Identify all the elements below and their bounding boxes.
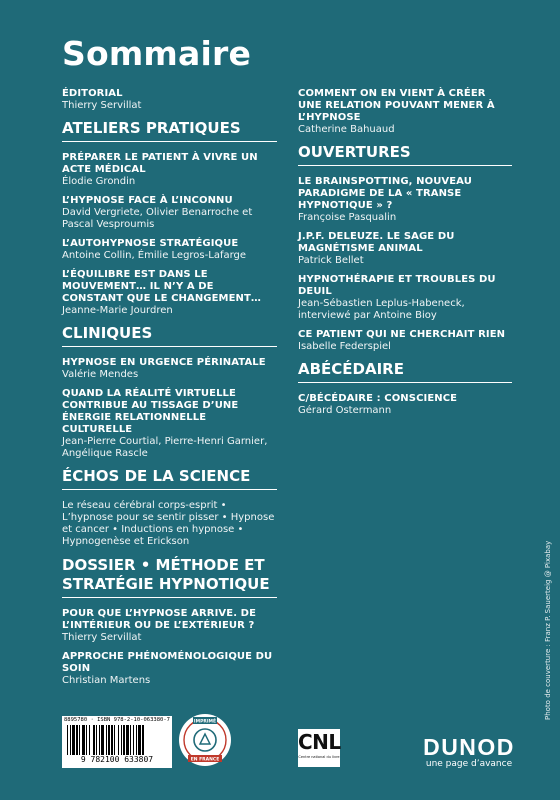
barcode-bar <box>67 725 68 755</box>
editorial-entry <box>62 88 277 112</box>
barcode-bar <box>138 725 141 755</box>
article-author: Valérie Mendes <box>62 369 139 380</box>
barcode-bar <box>111 725 113 755</box>
section-heading-ateliers: ATELIERS PRATIQUES <box>62 119 277 142</box>
article-title: HYPNOTHÉRAPIE ET TROUBLES DU DEUIL <box>298 274 496 297</box>
barcode-bar <box>70 725 71 755</box>
section-heading-dossier: DOSSIER • MÉTHODE ET STRATÉGIE HYPNOTIQUE <box>62 556 277 598</box>
article-author: Thierry Servillat <box>62 632 142 643</box>
echos-text: Le réseau cérébral corps-esprit • L’hypnose pour se sentir pisser • Hypnose et cancer • Inductions en hypnose • Hypnogenèse et Erickson <box>62 500 275 547</box>
article-author: Jeanne-Marie Jourdren <box>62 305 173 316</box>
article-title: L’AUTOHYPNOSE STRATÉGIQUE <box>62 238 239 249</box>
isbn-label: 8895780 · ISBN 978-2-10-063380-7 <box>64 717 170 723</box>
article-entry <box>62 357 277 381</box>
barcode-bar <box>89 725 90 755</box>
article-author: David Vergriete, Olivier Benarroche et Pascal Vesproumis <box>62 207 253 230</box>
cnl-logo <box>298 729 340 767</box>
cnl-logo-subtext: Centre national du livre <box>298 755 340 759</box>
barcode-bar <box>108 725 110 755</box>
article-entry <box>298 231 512 267</box>
dunod-brand: DUNOD <box>423 734 515 760</box>
article-author: Antoine Collin, Émilie Legros-Lafarge <box>62 250 247 261</box>
stamp-bottom-text: EN FRANCE <box>190 757 220 763</box>
barcode-bar <box>118 725 119 755</box>
right-column <box>298 88 512 424</box>
article-author: Françoise Pasqualin <box>298 212 397 223</box>
editorial-title: ÉDITORIAL <box>62 88 123 99</box>
article-entry <box>62 269 277 317</box>
dunod-logo <box>420 735 518 770</box>
section-heading-cliniques: CLINIQUES <box>62 324 277 347</box>
section-heading-ouvertures: OUVERTURES <box>298 143 512 166</box>
article-title: J.P.F. DELEUZE. LE SAGE DU MAGNÉTISME ANIMAL <box>298 231 455 254</box>
barcode-bar <box>114 725 115 755</box>
article-entry <box>298 329 512 353</box>
article-title: HYPNOSE EN URGENCE PÉRINATALE <box>62 357 266 368</box>
section-heading-echos: ÉCHOS DE LA SCIENCE <box>62 467 277 490</box>
article-author: Jean-Sébastien Leplus-Habeneck, interviewé par Antoine Bioy <box>298 298 465 321</box>
barcode-bar <box>82 725 85 755</box>
barcode <box>62 716 172 768</box>
article-entry <box>62 388 277 460</box>
barcode-bar <box>130 725 131 755</box>
article-author: Isabelle Federspiel <box>298 341 391 352</box>
left-column <box>62 88 277 694</box>
article-entry <box>62 651 277 687</box>
article-title: L’ÉQUILIBRE EST DANS LE MOUVEMENT… IL N’Y A DE CONSTANT QUE LE CHANGEMENT… <box>62 269 262 304</box>
barcode-bar <box>126 725 129 755</box>
article-title: L’HYPNOSE FACE À L’INCONNU <box>62 195 233 206</box>
page-title: Sommaire <box>62 34 252 73</box>
article-title: POUR QUE L’HYPNOSE ARRIVE. DE L’INTÉRIEUR OU DE L’EXTÉRIEUR ? <box>62 608 257 631</box>
article-title: APPROCHE PHÉNOMÉNOLOGIQUE DU SOIN <box>62 651 273 674</box>
cnl-logo-text: CNL <box>298 730 341 754</box>
article-author: Gérard Ostermann <box>298 405 392 416</box>
barcode-bar <box>136 725 137 755</box>
barcode-bar <box>86 725 87 755</box>
barcode-bar <box>72 725 75 755</box>
barcode-bar <box>93 725 95 755</box>
article-entry <box>298 88 512 136</box>
barcode-bar <box>106 725 107 755</box>
article-entry <box>62 608 277 644</box>
article-entry <box>62 152 277 188</box>
article-author: Patrick Bellet <box>298 255 364 266</box>
barcode-bar <box>96 725 97 755</box>
article-author: Catherine Bahuaud <box>298 124 395 135</box>
barcode-bar <box>133 725 134 755</box>
section-heading-abecedaire: ABÉCÉDAIRE <box>298 360 512 383</box>
article-author: Élodie Grondin <box>62 176 136 187</box>
barcode-bar <box>79 725 80 755</box>
barcode-bar <box>123 725 125 755</box>
article-title: COMMENT ON EN VIENT À CRÉER UNE RELATION POUVANT MENER À L’HYPNOSE <box>298 88 495 123</box>
barcode-bar <box>76 725 78 755</box>
article-entry <box>62 238 277 262</box>
article-entry <box>62 195 277 231</box>
printed-in-france-stamp <box>178 713 232 767</box>
article-author: Christian Martens <box>62 675 151 686</box>
barcode-bar <box>142 725 144 755</box>
article-entry <box>298 393 512 417</box>
barcode-bar <box>99 725 100 755</box>
barcode-number: 9 782100 633807 <box>80 755 154 764</box>
article-title: C/BÉCÉDAIRE : CONSCIENCE <box>298 393 458 404</box>
article-entry <box>298 176 512 224</box>
dunod-tagline: une page d’avance <box>425 759 513 769</box>
article-title: PRÉPARER LE PATIENT À VIVRE UN ACTE MÉDICAL <box>62 152 258 175</box>
article-title: QUAND LA RÉALITÉ VIRTUELLE CONTRIBUE AU TISSAGE D’UNE ÉNERGIE RELATIONNELLE CULTURELLE <box>62 388 239 435</box>
barcode-bar <box>121 725 122 755</box>
stamp-top-text: IMPRIMÉ <box>193 719 217 725</box>
article-title: CE PATIENT QUI NE CHERCHAIT RIEN <box>298 329 506 340</box>
article-author: Jean-Pierre Courtial, Pierre-Henri Garnier, Angélique Rascle <box>62 436 268 459</box>
article-title: LE BRAINSPOTTING, NOUVEAU PARADIGME DE LA « TRANSE HYPNOTIQUE » ? <box>298 176 472 211</box>
barcode-bar <box>101 725 104 755</box>
barcode-bars <box>65 725 169 755</box>
editorial-author: Thierry Servillat <box>62 100 142 111</box>
article-entry <box>298 274 512 322</box>
photo-credit: Photo de couverture : Franz P. Sauerteig @ Pixabay <box>544 540 552 720</box>
